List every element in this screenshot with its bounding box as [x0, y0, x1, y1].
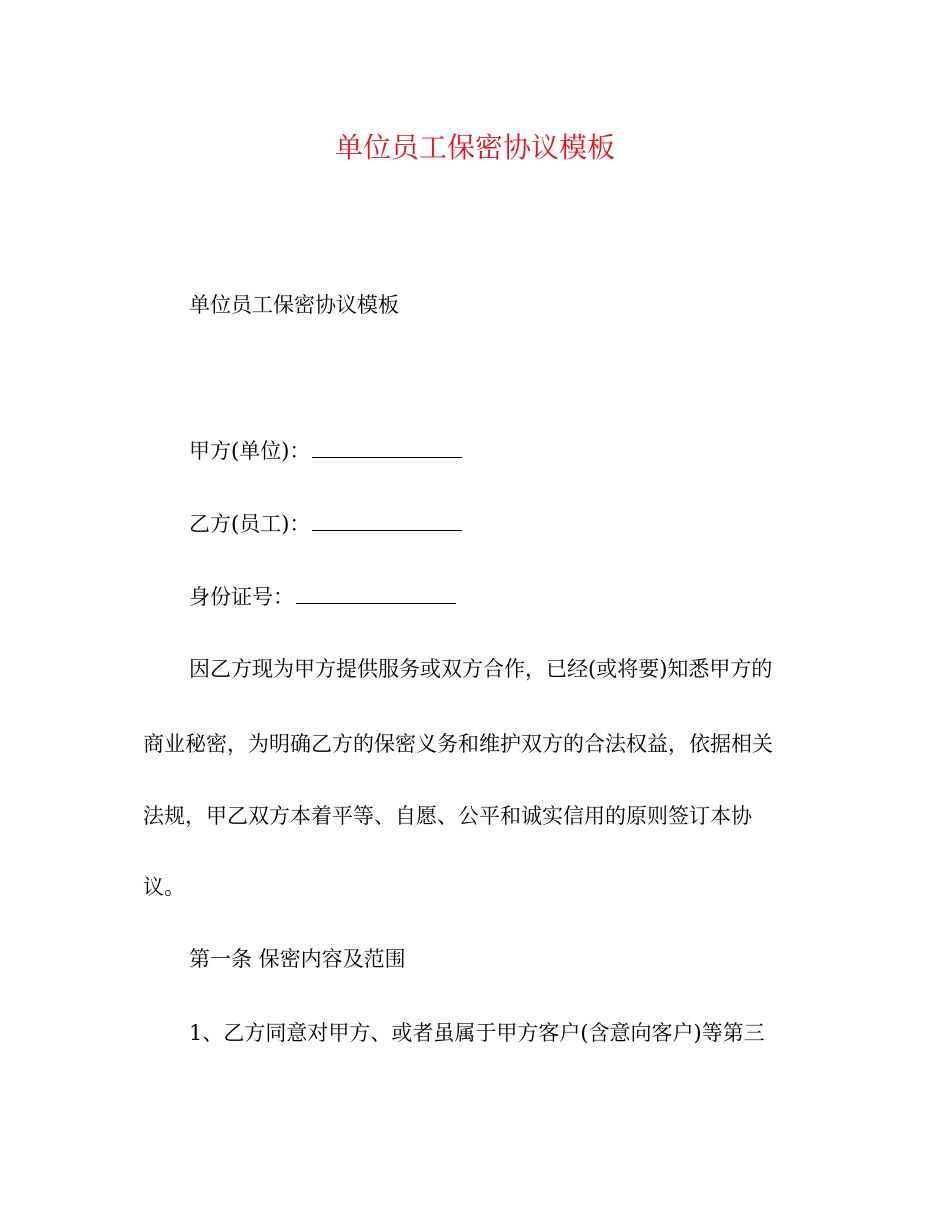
party-b-label: 乙方(员工)：: [189, 512, 311, 536]
party-a-field: [189, 436, 462, 466]
preamble-line: 因乙方现为甲方提供服务或双方合作，已经(或将要)知悉甲方的: [189, 657, 773, 681]
party-a-label: 甲方(单位)：: [189, 439, 311, 463]
id-number-label: 身份证号：: [189, 585, 294, 609]
document-title: 单位员工保密协议模板: [334, 131, 615, 164]
id-number-blank: [296, 583, 456, 604]
document-subtitle: 单位员工保密协议模板: [189, 293, 399, 317]
preamble-line: 商业秘密，为明确乙方的保密义务和维护双方的合法权益，依据相关: [143, 732, 773, 756]
article-1-clause-1: 1、乙方同意对甲方、或者虽属于甲方客户(含意向客户)等第三: [189, 1021, 765, 1045]
party-b-field: [189, 509, 462, 539]
article-1-heading: 第一条 保密内容及范围: [189, 947, 406, 971]
preamble-line: 法规，甲乙双方本着平等、自愿、公平和诚实信用的原则签订本协: [143, 804, 752, 828]
party-b-blank: [312, 510, 462, 531]
preamble-line: 议。: [143, 875, 185, 899]
id-number-field: [189, 582, 456, 612]
party-a-blank: [312, 437, 462, 458]
